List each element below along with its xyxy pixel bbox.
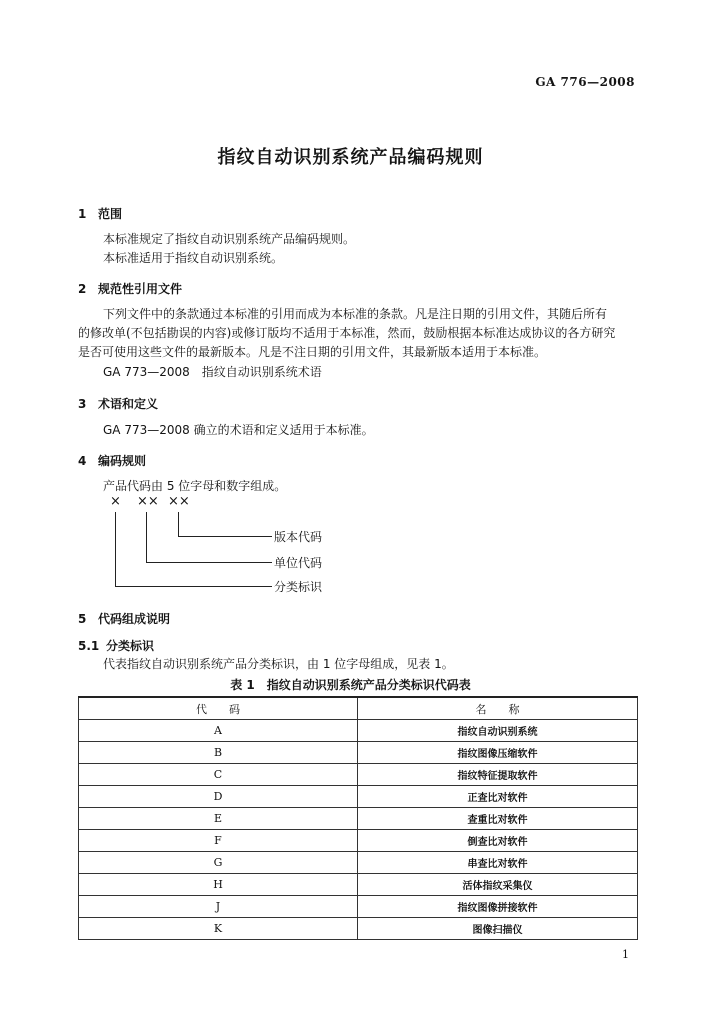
label-version-code: 版本代码 bbox=[274, 530, 323, 544]
connector-classification-horizontal bbox=[115, 586, 272, 587]
code-cell: E bbox=[79, 808, 358, 830]
code-cell: B bbox=[79, 742, 358, 764]
name-cell: 图像扫描仪 bbox=[358, 918, 638, 940]
table-row bbox=[79, 874, 638, 896]
connector-unit-horizontal bbox=[146, 562, 272, 563]
section-number: 4 bbox=[78, 454, 87, 468]
name-cell: 指纹图像拼接软件 bbox=[358, 896, 638, 918]
section-1-heading bbox=[78, 205, 122, 222]
section-2-line-1: 下列文件中的条款通过本标准的引用而成为本标准的条款。凡是注日期的引用文件，其随后所有 bbox=[103, 307, 608, 321]
table-row bbox=[79, 808, 638, 830]
section-title: 规范性引用文件 bbox=[98, 282, 183, 296]
section-2-heading bbox=[78, 280, 182, 297]
table-row bbox=[79, 896, 638, 918]
code-structure-diagram bbox=[100, 494, 360, 598]
header-name: 名 称 bbox=[358, 697, 638, 720]
section-title: 编码规则 bbox=[98, 454, 147, 468]
section-2-line-3: 是否可使用这些文件的最新版本。凡是不注日期的引用文件，其最新版本适用于本标准。 bbox=[78, 345, 547, 359]
section-3-line: GA 773—2008 确立的术语和定义适用于本标准。 bbox=[103, 423, 374, 437]
section-title: 代码组成说明 bbox=[98, 612, 171, 626]
classification-code-table bbox=[78, 696, 638, 940]
table-header-row bbox=[79, 697, 638, 720]
code-cell: F bbox=[79, 830, 358, 852]
section-1-line-1: 本标准规定了指纹自动识别系统产品编码规则。 bbox=[103, 232, 356, 246]
section-3-heading bbox=[78, 395, 158, 412]
table-row bbox=[79, 786, 638, 808]
table-row bbox=[79, 742, 638, 764]
section-1-line-2: 本标准适用于指纹自动识别系统。 bbox=[103, 251, 284, 265]
name-cell: 正查比对软件 bbox=[358, 786, 638, 808]
section-5-1-line: 代表指纹自动识别系统产品分类标识，由 1 位字母组成，见表 1。 bbox=[103, 657, 454, 671]
section-number: 1 bbox=[78, 207, 87, 221]
section-title: 术语和定义 bbox=[98, 397, 159, 411]
code-cell: G bbox=[79, 852, 358, 874]
name-cell: 倒查比对软件 bbox=[358, 830, 638, 852]
connector-unit-vertical bbox=[146, 512, 147, 562]
code-cell: J bbox=[79, 896, 358, 918]
code-cell: K bbox=[79, 918, 358, 940]
name-cell: 指纹自动识别系统 bbox=[358, 720, 638, 742]
table-caption: 表 1 指纹自动识别系统产品分类标识代码表 bbox=[230, 678, 471, 692]
section-number: 5 bbox=[78, 612, 87, 626]
label-unit-code: 单位代码 bbox=[274, 556, 323, 570]
section-5-1-heading bbox=[78, 637, 154, 654]
code-mark-version: ×× bbox=[168, 494, 190, 509]
section-4-heading bbox=[78, 452, 146, 469]
code-cell: A bbox=[79, 720, 358, 742]
code-mark-classification: × bbox=[110, 494, 121, 509]
name-cell: 串查比对软件 bbox=[358, 852, 638, 874]
page-number: 1 bbox=[622, 948, 629, 961]
name-cell: 查重比对软件 bbox=[358, 808, 638, 830]
section-4-line: 产品代码由 5 位字母和数字组成。 bbox=[103, 479, 287, 493]
code-mark-unit: ×× bbox=[137, 494, 159, 509]
section-2-line-2: 的修改单(不包括勘误的内容)或修订版均不适用于本标准，然而，鼓励根据本标准达成协议的各方研究 bbox=[78, 326, 616, 340]
header-code: 代 码 bbox=[79, 697, 358, 720]
table-row bbox=[79, 720, 638, 742]
normative-reference: GA 773—2008 指纹自动识别系统术语 bbox=[103, 365, 322, 379]
section-number: 2 bbox=[78, 282, 87, 296]
section-title: 范围 bbox=[98, 207, 123, 221]
section-number: 3 bbox=[78, 397, 87, 411]
connector-version-horizontal bbox=[178, 536, 272, 537]
document-title: 指纹自动识别系统产品编码规则 bbox=[217, 147, 484, 168]
connector-version-vertical bbox=[178, 512, 179, 536]
table-row bbox=[79, 830, 638, 852]
code-cell: D bbox=[79, 786, 358, 808]
connector-classification-vertical bbox=[115, 512, 116, 586]
table-row bbox=[79, 764, 638, 786]
section-number: 5.1 bbox=[78, 639, 100, 653]
code-cell: C bbox=[79, 764, 358, 786]
table-row bbox=[79, 918, 638, 940]
code-cell: H bbox=[79, 874, 358, 896]
table-row bbox=[79, 852, 638, 874]
label-classification: 分类标识 bbox=[274, 580, 323, 594]
section-title: 分类标识 bbox=[106, 639, 155, 653]
section-5-heading bbox=[78, 610, 170, 627]
name-cell: 指纹图像压缩软件 bbox=[358, 742, 638, 764]
name-cell: 指纹特征提取软件 bbox=[358, 764, 638, 786]
standard-code: GA 776—2008 bbox=[535, 75, 635, 89]
name-cell: 活体指纹采集仪 bbox=[358, 874, 638, 896]
